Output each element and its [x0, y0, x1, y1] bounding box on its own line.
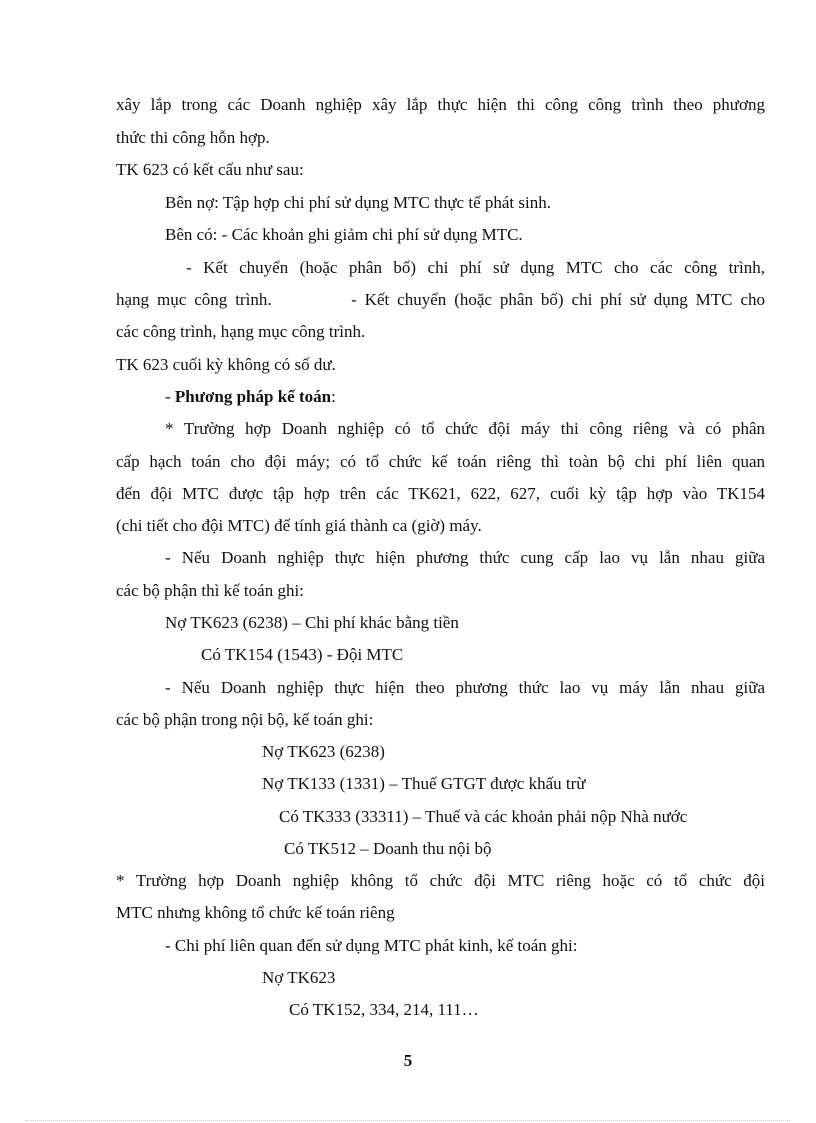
text-line: - Nếu Doanh nghiệp thực hiện phương thức cung cấp lao vụ lẫn nhau giữa: [165, 548, 765, 567]
text-line: MTC nhưng không tổ chức kế toán riêng: [116, 903, 395, 922]
text-line: Bên nợ: Tập hợp chi phí sử dụng MTC thực tế phát sinh.: [165, 193, 551, 212]
text-line: xây lắp trong các Doanh nghiệp xây lắp thực hiện thi công công trình theo phương: [116, 95, 765, 114]
text-line: thức thi công hỗn hợp.: [116, 128, 270, 147]
section-heading: [165, 386, 336, 408]
text-line: TK 623 cuối kỳ không có số dư.: [116, 355, 336, 374]
heading-title: Phương pháp kế toán: [174, 387, 332, 406]
text-line: - Nếu Doanh nghiệp thực hiện theo phương thức lao vụ máy lẫn nhau giữa: [165, 678, 765, 697]
journal-entry: Nợ TK133 (1331) – Thuế GTGT được khấu trừ: [262, 774, 586, 793]
text-line: - Kết chuyển (hoặc phân bổ) chi phí sử dụng MTC cho các công trình,: [186, 258, 765, 277]
heading-dash: -: [165, 387, 175, 406]
page-bottom-divider: [26, 1120, 790, 1121]
text-line: Bên có: - Các khoản ghi giảm chi phí sử dụng MTC.: [165, 225, 523, 244]
journal-entry: Có TK154 (1543) - Đội MTC: [201, 645, 404, 664]
text-line: đến đội MTC được tập hợp trên các TK621, 622, 627, cuối kỳ tập hợp vào TK154: [116, 484, 765, 503]
text-line: (chi tiết cho đội MTC) để tính giá thành ca (giờ) máy.: [116, 516, 482, 535]
text-line: - Chi phí liên quan đến sử dụng MTC phát kinh, kế toán ghi:: [165, 936, 578, 955]
text-line: * Trường hợp Doanh nghiệp không tổ chức đội MTC riêng hoặc có tổ chức đội: [116, 871, 765, 890]
journal-entry: Nợ TK623 (6238) – Chi phí khác bằng tiền: [165, 613, 459, 632]
journal-entry: Nợ TK623 (6238): [262, 742, 385, 761]
journal-entry: Nợ TK623: [262, 968, 336, 987]
page-number: 5: [403, 1051, 413, 1070]
text-line: hạng mục công trình. - Kết chuyển (hoặc phân bổ) chi phí sử dụng MTC cho: [116, 290, 765, 309]
journal-entry: Có TK512 – Doanh thu nội bộ: [284, 839, 492, 858]
journal-entry: Có TK152, 334, 214, 111…: [289, 1000, 479, 1019]
heading-colon: :: [331, 387, 336, 406]
journal-entry: Có TK333 (33311) – Thuế và các khoản phải nộp Nhà nước: [279, 807, 688, 826]
text-line: các bộ phận thì kế toán ghi:: [116, 581, 304, 600]
text-line: các bộ phận trong nội bộ, kế toán ghi:: [116, 710, 374, 729]
text-line: cấp hạch toán cho đội máy; có tổ chức kế toán riêng thì toàn bộ chi phí liên quan: [116, 452, 765, 471]
text-line: các công trình, hạng mục công trình.: [116, 322, 366, 341]
text-line: * Trường hợp Doanh nghiệp có tổ chức đội máy thi công riêng và có phân: [165, 419, 765, 438]
text-line: TK 623 có kết cấu như sau:: [116, 160, 304, 179]
